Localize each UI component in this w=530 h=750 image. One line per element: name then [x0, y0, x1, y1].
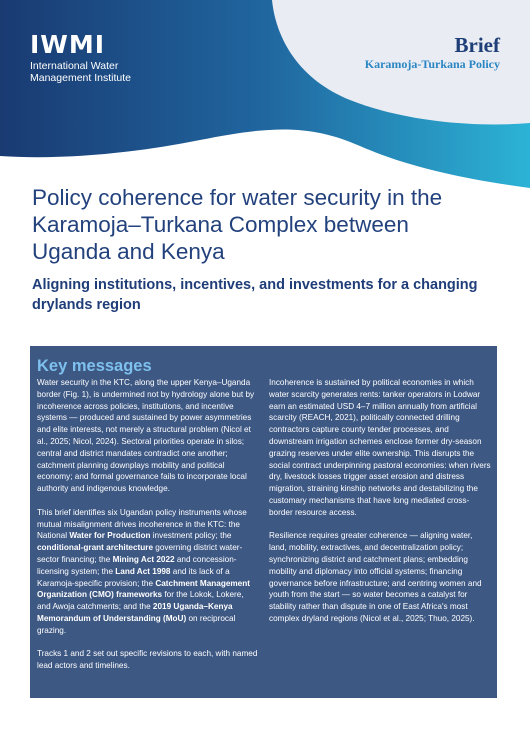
paragraph: Resilience requires greater coherence — aligning water, land, mobility, extractives, and decentralization policy; synchronizing district and catchment plans; embedding mobility and diplomacy into official systems; financing governance before infrastructure; and centring women and youth from the start — so water becomes a catalyst for stability rather than dispute in one of East Africa's most complex dryland regions (Nicol et al., 2025; Thuo, 2025). — [269, 531, 482, 623]
instrument-name: Catchment Management Organization (CMO) frameworks — [37, 578, 250, 600]
key-messages-right-column — [269, 377, 491, 637]
page-subtitle: Aligning institutions, incentives, and investments for a changing drylands region — [32, 277, 478, 313]
instrument-name: 2019 Uganda–Kenya Memorandum of Understanding (MoU) — [37, 602, 233, 623]
instrument-name: Land Act 1998 — [115, 566, 171, 576]
logo-line-1: International Water — [30, 60, 119, 72]
paragraph: Incoherence is sustained by political economies in which water scarcity generates rents: tanker operators in Lodwar earn an estimated USD 4–7 million annually from artificial scarcity (REACH, 2021), politically connected drilling contractors capture county tender processes, and downstream irrigation schemes enclose former dry-season grazing reserves under elite ownership. This disrupts the social contract underpinning pastoral economies: when rivers dry, livestock losses trigger asset erosion and distress migration, straining kinship networks and destabilizing the customary mechanisms that have long mediated cross-border resource access. — [269, 378, 491, 517]
paragraph: Tracks 1 and 2 set out specific revisions to each, with named lead actors and timelines. — [37, 649, 258, 671]
instrument-name: conditional-grant architecture — [37, 543, 154, 553]
logo-mark: IWMI — [30, 30, 106, 59]
instrument-name: Mining Act 2022 — [112, 554, 175, 564]
page-title: Policy coherence for water security in the Karamoja–Turkana Complex between Uganda and Kenya — [32, 185, 443, 264]
paragraph: This brief identifies six Ugandan policy instruments whose mutual misalignment drives incoherence in the KTC: the National Water for Production investment policy; the conditional-grant architecture governing district water-sector financing; the Mining Act 2022 and concession-licensing system; the Land Act 1998 and its lack of a Karamoja-specific provision; the Catchment Management Organization (CMO) frameworks for the Lokok, Lokere, and Awoja catchments; and the 2019 Uganda–Kenya Memorandum of Understanding (MoU) on reciprocal grazing. — [37, 507, 250, 635]
logo-line-2: Management Institute — [30, 72, 131, 84]
iwmi-logo[interactable] — [30, 32, 131, 84]
logo-org-name — [30, 60, 131, 84]
paragraph: Water security in the KTC, along the upper Kenya–Uganda border (Fig. 1), is undermined not by hydrology alone but by incoherence across policies, institutions, and incentive systems — produced and sustained by power asymmetries and elite interests, not merely a structural problem (Nicol et al., 2025; Nicol, 2024). Sectoral priorities operate in silos; central and district mandates contradict one another; catchment planning downplays mobility and political economy; and formal governance fails to incorporate local authority and indigenous knowledge. — [37, 378, 255, 494]
series-label: Karamoja-Turkana Policy — [364, 57, 500, 71]
key-messages-left-column — [37, 377, 259, 684]
key-messages-heading: Key messages — [37, 357, 152, 375]
key-messages-box — [30, 346, 497, 698]
brief-label: Brief — [454, 33, 500, 57]
header-wave-graphic — [0, 0, 530, 190]
instrument-name: Water for Production — [69, 531, 151, 541]
